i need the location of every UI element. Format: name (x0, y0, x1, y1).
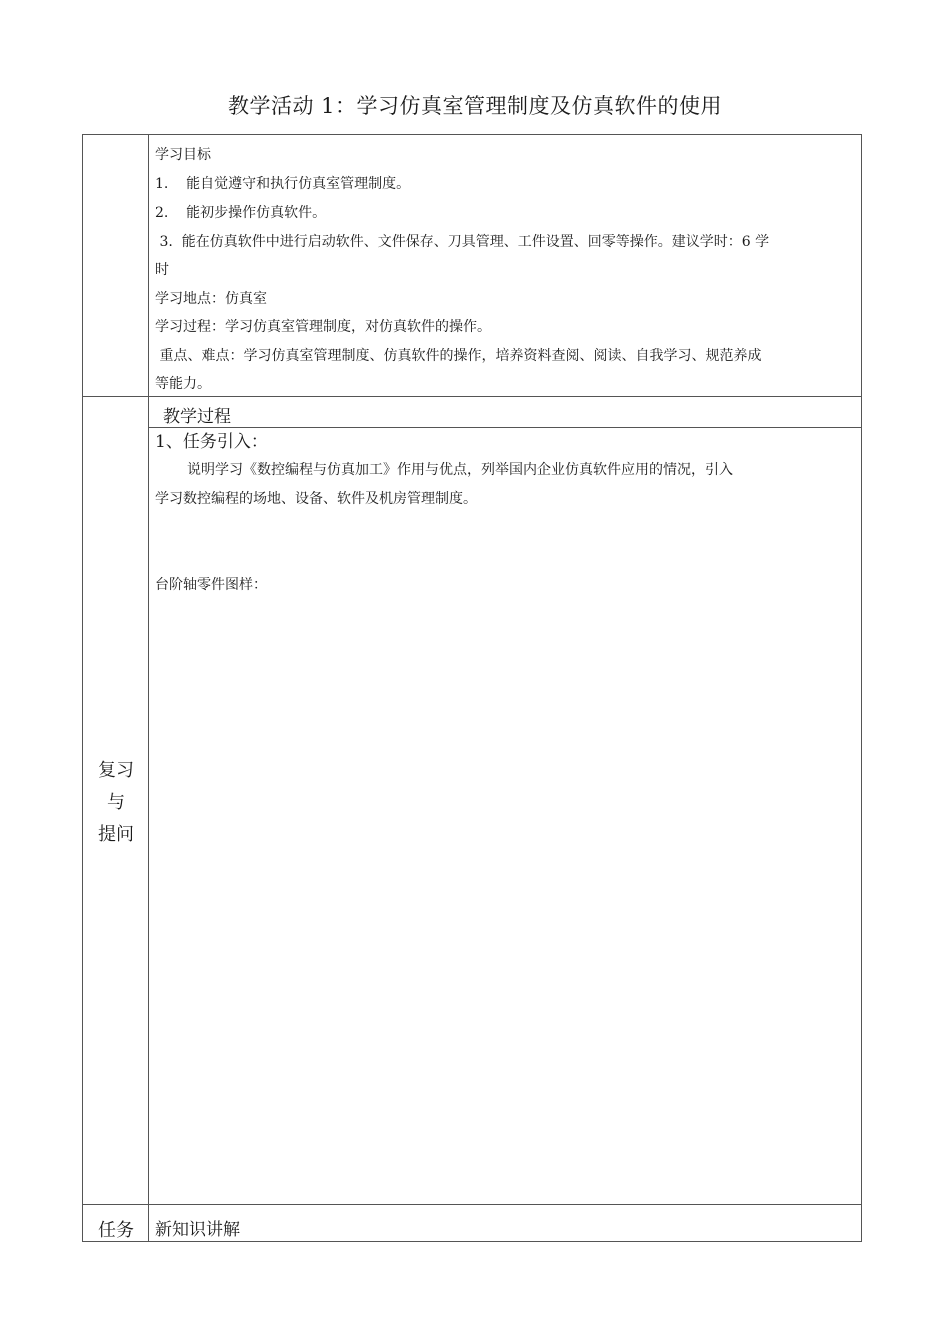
intro-paragraph-continued: 学习数控编程的场地、设备、软件及机房管理制度。 (155, 491, 477, 507)
row-divider (83, 396, 861, 397)
row-divider (149, 427, 861, 428)
task-label: 任务 (98, 1220, 134, 1241)
key-points: 重点、难点：学习仿真室管理制度、仿真软件的操作，培养资料查阅、阅读、自我学习、规范养成 (155, 348, 762, 364)
new-knowledge-heading: 新知识讲解 (155, 1220, 240, 1240)
teaching-process-header: 教学过程 (163, 407, 231, 427)
review-label (83, 755, 149, 851)
drawing-label: 台阶轴零件图样： (155, 577, 267, 593)
objective-item: 2. 能初步操作仿真软件。 (155, 205, 327, 221)
drawing-area (155, 605, 845, 1185)
review-label-line: 与 (107, 792, 125, 813)
page-title: 教学活动 1：学习仿真室管理制度及仿真软件的使用 (227, 94, 723, 118)
task-intro-heading: 1、任务引入： (155, 432, 268, 452)
objective-item-continued: 时 (155, 262, 169, 278)
review-label-line: 复习 (98, 760, 134, 781)
column-divider (148, 135, 149, 1241)
objective-item: 3. 能在仿真软件中进行启动软件、文件保存、刀具管理、工件设置、回零等操作。建议学时：6 学 (155, 234, 770, 250)
intro-paragraph: 说明学习《数控编程与仿真加工》作用与优点，列举国内企业仿真软件应用的情况，引入 (187, 462, 733, 478)
study-location: 学习地点：仿真室 (155, 291, 267, 307)
study-process: 学习过程：学习仿真室管理制度，对仿真软件的操作。 (155, 319, 491, 335)
key-points-continued: 等能力。 (155, 376, 211, 392)
row-divider (83, 1204, 861, 1205)
lesson-table (82, 134, 862, 1242)
objectives-header: 学习目标 (155, 147, 211, 163)
objective-item: 1. 能自觉遵守和执行仿真室管理制度。 (155, 176, 411, 192)
review-label-line: 提问 (98, 824, 134, 845)
